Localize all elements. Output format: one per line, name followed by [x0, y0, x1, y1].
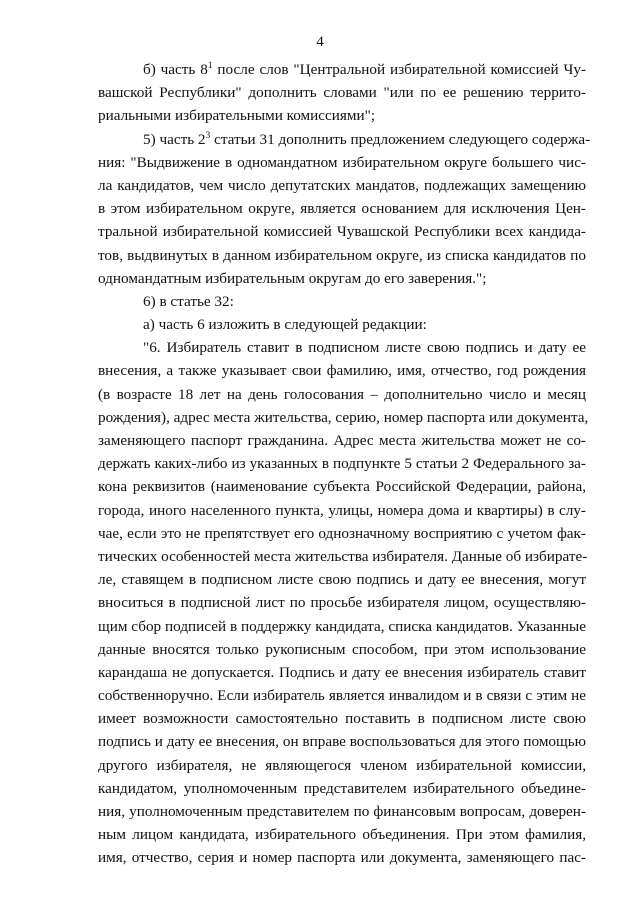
line-text: 5) часть 2: [143, 130, 206, 148]
text-line: [98, 197, 586, 220]
page-number: 4: [316, 34, 324, 50]
line-text: имя, отчество, серия и номер паспорта или документа, заменяющего пас-: [98, 849, 586, 867]
line-text: б) часть 8: [143, 61, 208, 78]
line-text: вноситься в подписной лист по просьбе избирателя лицом, осуществляю-: [98, 594, 586, 612]
text-line: [98, 638, 586, 661]
line-text: а) часть 6 изложить в следующей редакции:: [143, 316, 427, 334]
text-line: [98, 104, 586, 127]
line-text: ным лицом кандидата, избирательного объединения. При этом фамилия,: [98, 826, 586, 844]
text-line: [98, 522, 586, 545]
line-text: имеет возможности самостоятельно поставить в подписном листе свою: [98, 710, 586, 728]
text-line: [98, 754, 586, 777]
text-line: [98, 406, 589, 429]
text-line: [98, 244, 586, 267]
line-text: рождения), адрес места жительства, серию, номер паспорта или документа,: [98, 408, 589, 426]
line-text: другого избирателя, не являющегося членом избирательной комиссии,: [98, 756, 586, 774]
text-line: [98, 568, 586, 591]
line-text: тральной избирательной комиссией Чувашской Республики всех кандида-: [98, 223, 586, 241]
superscript: 1: [207, 61, 213, 71]
text-line: [98, 846, 586, 869]
text-line: [98, 615, 586, 638]
line-text: собственноручно. Если избиратель является инвалидом и в связи с этим не: [98, 687, 586, 705]
line-text: ния: "Выдвижение в одномандатном избирательном округе большего чис-: [98, 153, 586, 171]
text-line: [98, 151, 586, 174]
text-line: [98, 220, 586, 243]
text-line: [98, 429, 586, 452]
line-text: ле, ставящем в подписном листе свою подпись и дату ее внесения, могут: [98, 571, 586, 589]
text-line: [98, 823, 586, 846]
line-text-continued: после слов "Центральной избирательной комиссией Чу-: [212, 61, 587, 78]
text-line: [98, 499, 586, 522]
line-text: в этом избирательном округе, является основанием для исключения Цен-: [98, 200, 586, 218]
line-text: одномандатным избирательным округам до его заверения.";: [98, 269, 487, 287]
text-line: [98, 684, 586, 707]
text-line: [98, 359, 586, 382]
superscript: 3: [205, 130, 211, 141]
line-text: города, иного населенного пункта, улицы, номера дома и квартиры) в слу-: [98, 501, 586, 519]
line-text: карандаша не допускается. Подпись и дату ее внесения избиратель ставит: [98, 663, 586, 681]
text-line: [98, 545, 586, 568]
line-text: 6) в статье 32:: [143, 292, 234, 310]
line-text: внесения, а также указывает свои фамилию, имя, отчество, год рождения: [98, 362, 586, 380]
line-text: (в возрасте 18 лет на день голосования – дополнительно число и месяц: [98, 385, 586, 403]
line-text: заменяющего паспорт гражданина. Адрес места жительства может не со-: [98, 432, 586, 449]
text-line: [98, 383, 586, 406]
line-text-continued: статьи 31 дополнить предложением следующего содержа-: [210, 130, 591, 148]
text-line: [98, 267, 586, 290]
text-line: [98, 128, 591, 151]
document-body: [98, 58, 591, 870]
text-line: [98, 591, 586, 614]
line-text: тов, выдвинутых в данном избирательном округе, из списка кандидатов по: [98, 246, 586, 264]
text-line: [98, 475, 586, 498]
text-line: [98, 452, 586, 475]
text-line: [98, 800, 586, 823]
text-line: [98, 290, 586, 313]
line-text: ла кандидатов, чем число депутатских мандатов, подлежащих замещению: [98, 176, 586, 194]
text-line: [98, 661, 586, 684]
line-text: тических особенностей места жительства избирателя. Данные об избирате-: [98, 547, 588, 565]
text-line: [98, 81, 586, 104]
line-text: вашской Республики" дополнить словами "или по ее решению террито-: [98, 84, 586, 102]
line-text: чае, если это не препятствует его однозначному восприятию с учетом фак-: [98, 524, 586, 542]
text-line: [98, 58, 586, 81]
line-text: данные вносятся только рукописным способом, при этом использование: [98, 640, 586, 658]
line-text: "6. Избиратель ставит в подписном листе свою подпись и дату ее: [143, 339, 586, 357]
text-line: [98, 336, 586, 359]
text-line: [98, 777, 586, 800]
line-text: подпись и дату ее внесения, он вправе воспользоваться для этого помощью: [98, 733, 586, 751]
text-line: [98, 174, 586, 197]
text-line: [98, 730, 586, 753]
line-text: кона реквизитов (наименование субъекта Российской Федерации, района,: [98, 478, 586, 496]
text-line: [98, 707, 586, 730]
line-text: держать каких-либо из указанных в подпункте 5 статьи 2 Федерального за-: [98, 455, 586, 473]
text-line: [98, 313, 586, 336]
line-text: риальными избирательными комиссиями";: [98, 107, 376, 125]
line-text: щим сбор подписей в поддержку кандидата, списка кандидатов. Указанные: [98, 617, 586, 635]
line-text: ния, уполномоченным представителем по финансовым вопросам, доверен-: [98, 803, 586, 820]
line-text: кандидатом, уполномоченным представителем избирательного объедине-: [98, 779, 586, 797]
